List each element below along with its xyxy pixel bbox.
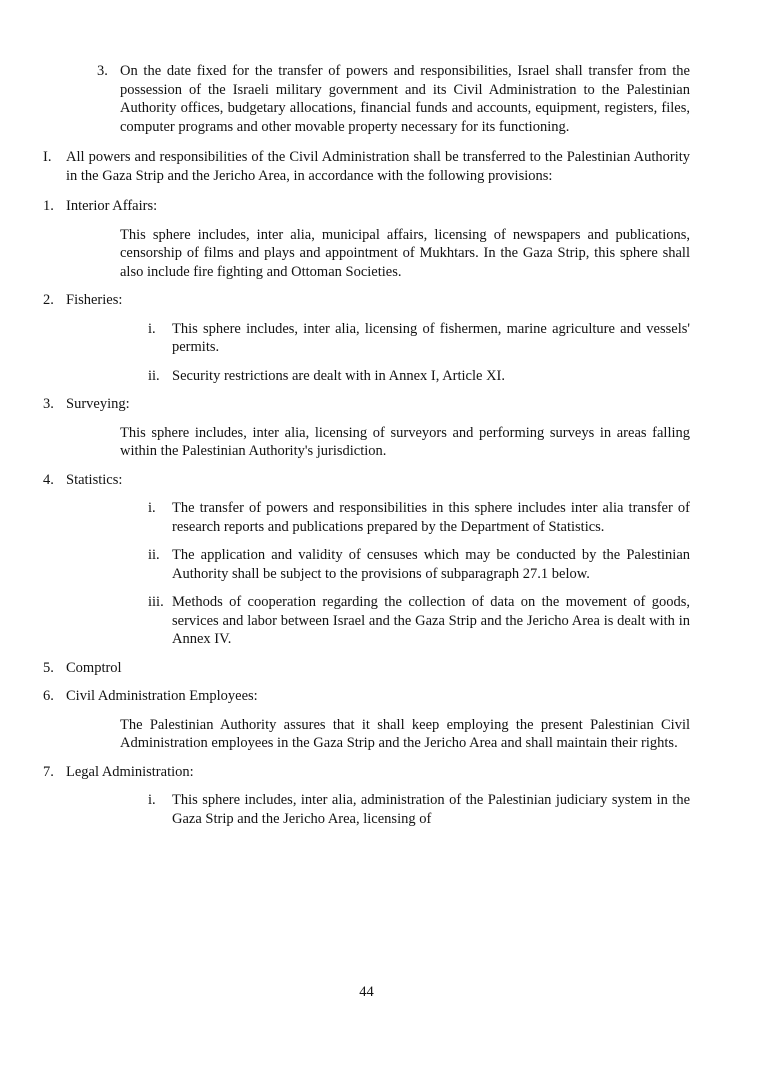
- provision-2-title-row: [43, 291, 690, 310]
- subitem-number: ii.: [148, 547, 160, 563]
- subitem-text: The transfer of powers and responsibilities in this sphere includes inter alia transfer of research reports and publications prepared by the Department of Statistics.: [172, 500, 690, 535]
- provision-3-title: Surveying:: [66, 396, 130, 412]
- provision-3-paragraph: This sphere includes, inter alia, licensing of surveyors and performing surveys in areas falling within the Palestinian Authority's jurisdiction.: [120, 424, 690, 459]
- subitem-text: This sphere includes, inter alia, administration of the Palestinian judiciary system in the Gaza Strip and the Jericho Area, licensing of: [172, 792, 690, 827]
- section-I-number: I.: [43, 149, 52, 165]
- provision-1-title: Interior Affairs:: [66, 198, 158, 214]
- provision-7-subitem-i: [43, 791, 690, 828]
- provision-3-number: 3.: [43, 396, 54, 412]
- provision-2-title: Fisheries:: [66, 292, 123, 308]
- provision-7-number: 7.: [43, 763, 54, 780]
- provision-1-number: 1.: [43, 198, 54, 214]
- provision-5-number: 5.: [43, 659, 54, 676]
- provision-6-title-row: [43, 687, 690, 706]
- provision-2-subitem-i: [43, 320, 690, 357]
- subitem-number: i.: [148, 500, 156, 516]
- provision-5-title-row: [43, 659, 690, 678]
- provision-4-subitem-iii: [43, 593, 690, 649]
- provision-4-number: 4.: [43, 471, 54, 488]
- subitem-number: ii.: [148, 367, 160, 384]
- provision-7-title: Legal Administration:: [66, 763, 194, 780]
- provision-1-paragraph: This sphere includes, inter alia, municipal affairs, licensing of newspapers and publications, censorship of films and plays and appointment of Mukhtars. In the Gaza Strip, this sphere shall also include fire fighting and Ottoman Societies.: [120, 226, 690, 280]
- provision-2-subitem-ii: [43, 367, 690, 386]
- provision-4-subitem-i: [43, 499, 690, 536]
- subitem-text: Security restrictions are dealt with in Annex I, Article XI.: [172, 367, 506, 384]
- section-I-text: All powers and responsibilities of the Civil Administration shall be transferred to the Palestinian Authority in the Gaza Strip and the Jericho Area, in accordance with the following provisions:: [66, 149, 690, 184]
- provision-4-subitem-ii: [43, 546, 690, 583]
- page-number: 44: [359, 984, 374, 1000]
- clause-3-text: On the date fixed for the transfer of powers and responsibilities, Israel shall transfer from the possession of the Israeli military government and its Civil Administration to the Palestinian Authority offices, budgetary allocations, financial funds and accounts, equipment, registers, files, computer programs and other movable property necessary for its functioning.: [120, 63, 690, 135]
- provision-4-title: Statistics:: [66, 471, 123, 488]
- provision-5-title: Comptrol: [66, 659, 122, 676]
- provision-1-title-row: [43, 197, 690, 216]
- subitem-number: i.: [148, 320, 156, 337]
- clause-3-number: 3.: [97, 63, 108, 79]
- provision-6-title: Civil Administration Employees:: [66, 688, 258, 704]
- provision-3-title-row: [43, 395, 690, 414]
- subitem-text: Methods of cooperation regarding the collection of data on the movement of goods, services and labor between Israel and the Gaza Strip and the Jericho Area is dealt with in Annex IV.: [172, 594, 690, 647]
- provision-6-paragraph: The Palestinian Authority assures that it shall keep employing the present Palestinian Civil Administration employees in the Gaza Strip and the Jericho Area and shall maintain their rights.: [120, 716, 690, 751]
- subitem-number: i.: [148, 792, 156, 808]
- provision-4-title-row: [43, 471, 690, 490]
- subitem-text: The application and validity of censuses which may be conducted by the Palestinian Authority shall be subject to the provisions of subparagraph 27.1 below.: [172, 547, 690, 582]
- provision-6-number: 6.: [43, 688, 54, 704]
- subitem-number: iii.: [148, 594, 164, 610]
- provision-2-number: 2.: [43, 292, 54, 308]
- section-I-heading: [43, 148, 690, 185]
- clause-3-item: [43, 62, 690, 136]
- subitem-text: This sphere includes, inter alia, licensing of fishermen, marine agriculture and vessels' permits.: [172, 320, 690, 355]
- provision-7-title-row: [43, 763, 690, 782]
